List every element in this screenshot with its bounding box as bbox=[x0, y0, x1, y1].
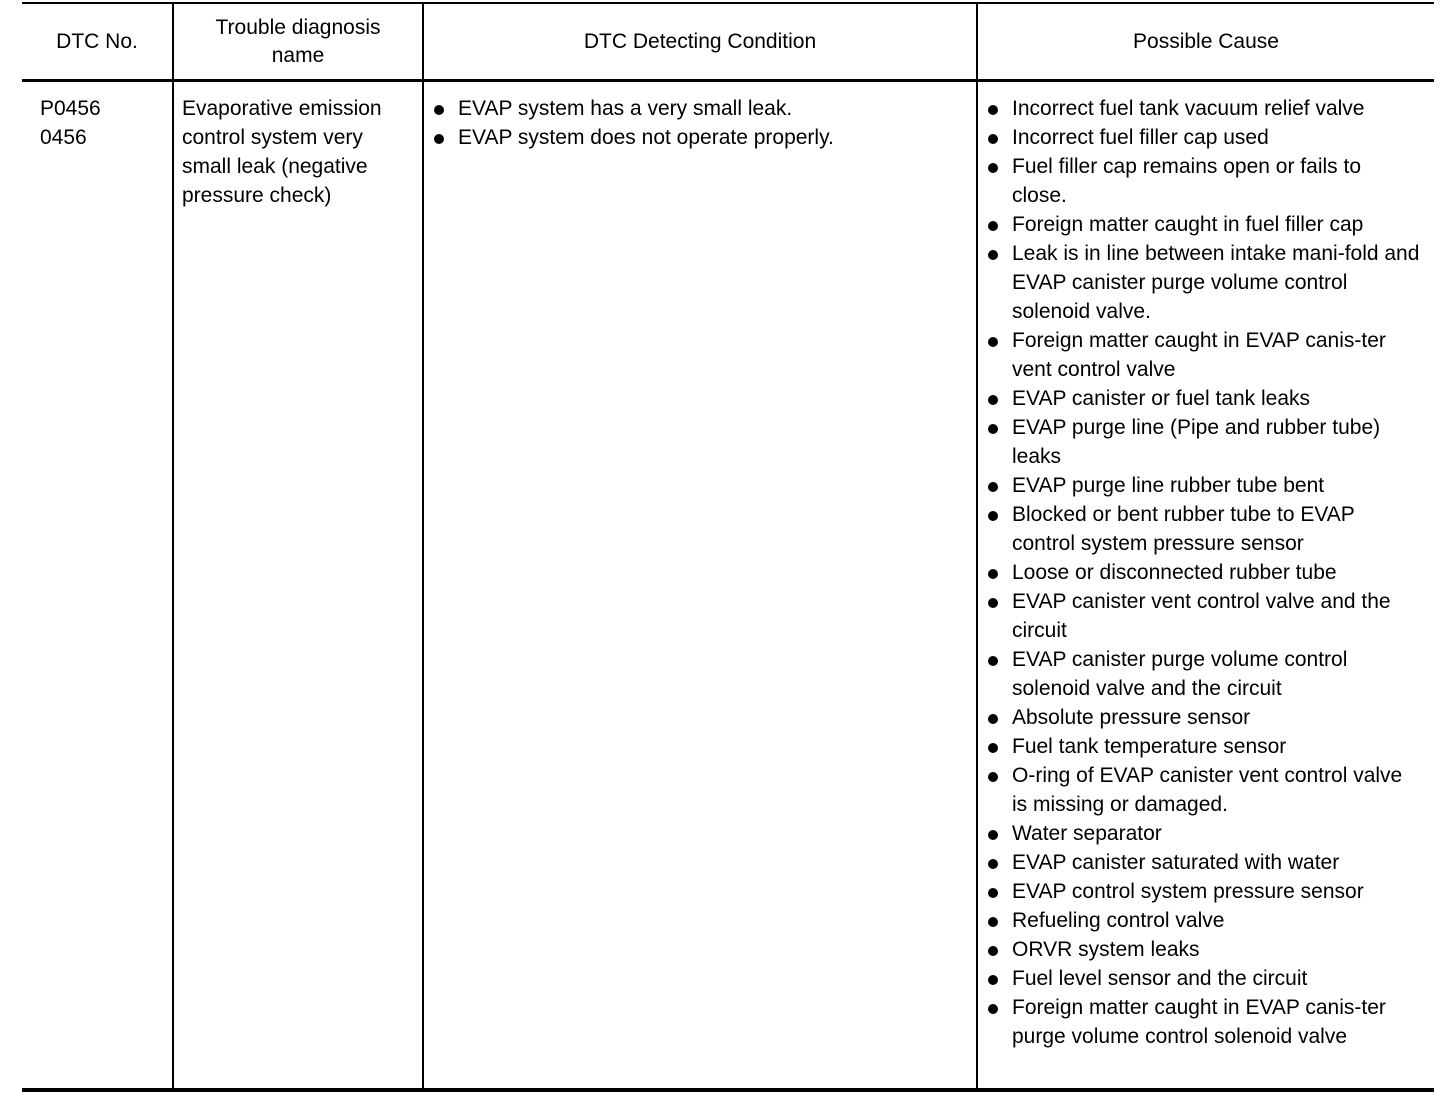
condition-item: EVAP system does not operate properly. bbox=[432, 123, 968, 152]
dtc-code-cell bbox=[22, 81, 173, 1091]
table-row bbox=[22, 81, 1434, 1091]
cause-item: EVAP canister vent control valve and the circuit bbox=[986, 587, 1420, 645]
cause-item: ORVR system leaks bbox=[986, 935, 1420, 964]
cause-item: Leak is in line between intake mani-fold and EVAP canister purge volume control solenoid valve. bbox=[986, 239, 1420, 326]
header-trouble-name-text: Trouble diagnosis name bbox=[215, 15, 381, 67]
cause-item: EVAP canister or fuel tank leaks bbox=[986, 384, 1420, 413]
trouble-name-cell bbox=[173, 81, 423, 1091]
cause-item: Incorrect fuel tank vacuum relief valve bbox=[986, 94, 1420, 123]
trouble-name-line: Evaporative emission bbox=[182, 97, 382, 120]
header-cause: Possible Cause bbox=[977, 3, 1434, 81]
cause-list bbox=[986, 94, 1420, 1051]
cause-cell bbox=[977, 81, 1434, 1091]
dtc-code: 0456 bbox=[40, 126, 87, 149]
table-header-row bbox=[22, 3, 1434, 81]
condition-cell bbox=[423, 81, 977, 1091]
cause-item: Fuel filler cap remains open or fails to close. bbox=[986, 152, 1420, 210]
cause-item: Fuel level sensor and the circuit bbox=[986, 964, 1420, 993]
cause-item: Blocked or bent rubber tube to EVAP control system pressure sensor bbox=[986, 500, 1420, 558]
header-dtc-no: DTC No. bbox=[22, 3, 173, 81]
header-condition: DTC Detecting Condition bbox=[423, 3, 977, 81]
cause-item: Foreign matter caught in EVAP canis-ter purge volume control solenoid valve bbox=[986, 993, 1420, 1051]
cause-item: EVAP canister saturated with water bbox=[986, 848, 1420, 877]
cause-item: EVAP canister purge volume control solenoid valve and the circuit bbox=[986, 645, 1420, 703]
trouble-name-line: small leak (negative bbox=[182, 155, 368, 178]
condition-list bbox=[432, 94, 968, 152]
trouble-name-line: pressure check) bbox=[182, 184, 332, 207]
cause-item: O-ring of EVAP canister vent control valve is missing or damaged. bbox=[986, 761, 1420, 819]
cause-item: Absolute pressure sensor bbox=[986, 703, 1420, 732]
cause-item: Refueling control valve bbox=[986, 906, 1420, 935]
condition-item: EVAP system has a very small leak. bbox=[432, 94, 968, 123]
cause-item: Loose or disconnected rubber tube bbox=[986, 558, 1420, 587]
trouble-name-line: control system very bbox=[182, 126, 363, 149]
cause-item: Fuel tank temperature sensor bbox=[986, 732, 1420, 761]
cause-item: EVAP purge line (Pipe and rubber tube) leaks bbox=[986, 413, 1420, 471]
cause-item: Foreign matter caught in EVAP canis-ter vent control valve bbox=[986, 326, 1420, 384]
cause-item: Water separator bbox=[986, 819, 1420, 848]
dtc-table bbox=[22, 2, 1434, 1092]
cause-item: EVAP control system pressure sensor bbox=[986, 877, 1420, 906]
cause-item: Incorrect fuel filler cap used bbox=[986, 123, 1420, 152]
cause-item: Foreign matter caught in fuel filler cap bbox=[986, 210, 1420, 239]
dtc-code: P0456 bbox=[40, 97, 101, 120]
cause-item: EVAP purge line rubber tube bent bbox=[986, 471, 1420, 500]
header-trouble-name bbox=[173, 3, 423, 81]
